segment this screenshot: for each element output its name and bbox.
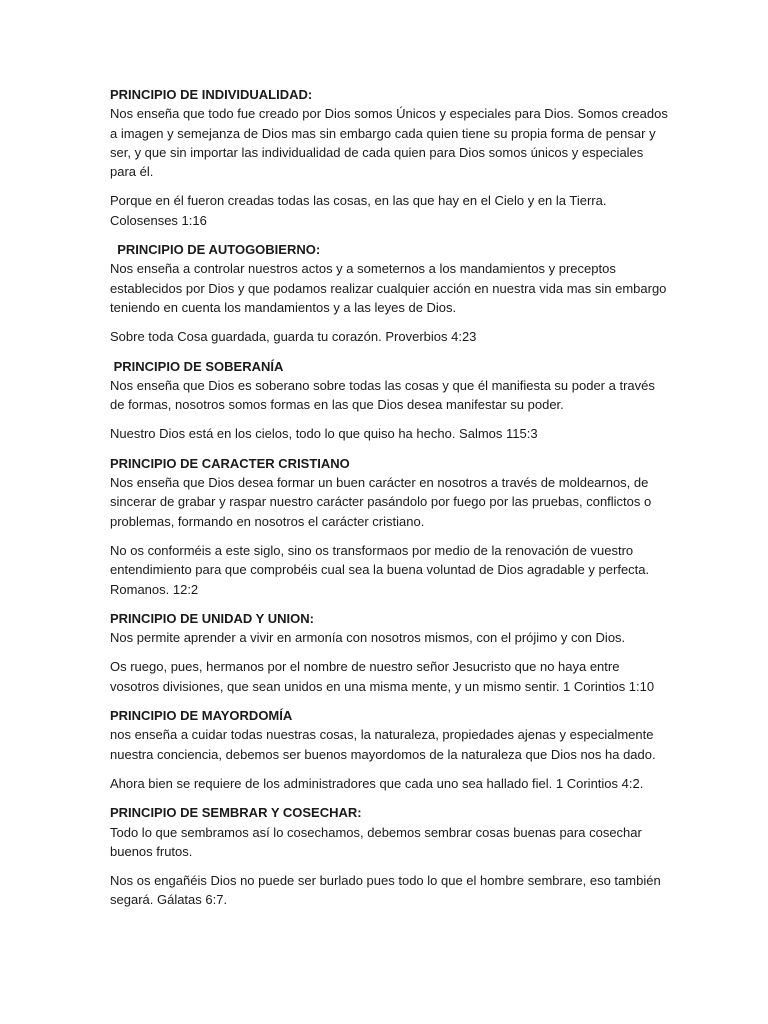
- section-body: Nos enseña que Dios desea formar un buen carácter en nosotros a través de moldearnos, de sincerar de grabar y raspar nuestro carácter pasándolo por fuego por las pruebas, conflictos o problemas, formando en nosotros el carácter cristiano.: [110, 475, 652, 529]
- section-heading: PRINCIPIO DE CARACTER CRISTIANO: [110, 455, 350, 471]
- bible-verse: Nos os engañéis Dios no puede ser burlado pues todo lo que el hombre sembrare, eso también segará. Gálatas 6:7.: [110, 873, 661, 908]
- section-heading: PRINCIPIO DE INDIVIDUALIDAD:: [110, 87, 313, 102]
- bible-verse: Os ruego, pues, hermanos por el nombre de nuestro señor Jesucristo que no haya entre vosotros divisiones, que sean unidos en una misma mente, y un mismo sentir. 1 Corintios 1:10: [110, 659, 655, 694]
- bible-verse: No os conforméis a este siglo, sino os transformaos por medio de la renovación de vuestro entendimiento para que comprobéis cual sea la buena voluntad de Dios agradable y perfecta. Romanos. 12:2: [110, 542, 650, 597]
- section-heading: PRINCIPIO DE MAYORDOMÍA: [110, 708, 293, 724]
- section-body: Nos enseña que todo fue creado por Dios somos Únicos y especiales para Dios. Somos creados a imagen y semejanza de Dios mas sin embargo cada quien tiene su propia forma de pensar y ser, y que sin importar las individualidad de cada quien para Dios somos únicos y especiales para él.: [110, 106, 668, 180]
- section-body: Nos permite aprender a vivir en armonía con nosotros mismos, con el prójimo y con Dios.: [110, 630, 626, 646]
- section-body: nos enseña a cuidar todas nuestras cosas, la naturaleza, propiedades ajenas y especialmente nuestra conciencia, debemos ser buenos mayordomos de la naturaleza que Dios nos ha dado.: [110, 727, 656, 762]
- section-body: Nos enseña a controlar nuestros actos y a someternos a los mandamientos y preceptos establecidos por Dios y que podamos realizar cualquier acción en nuestra vida mas sin embargo teniendo en cuenta los mandamientos y a las leyes de Dios.: [110, 261, 667, 315]
- section-body: Nos enseña que Dios es soberano sobre todas las cosas y que él manifiesta su poder a través de formas, nosotros somos formas en las que Dios desea manifestar su poder.: [110, 377, 655, 413]
- section-heading: PRINCIPIO DE SOBERANÍA: [110, 358, 284, 374]
- section-unidad-union: [110, 609, 670, 648]
- bible-verse: Nuestro Dios está en los cielos, todo lo que quiso ha hecho. Salmos 115:3: [110, 426, 538, 442]
- section-sembrar-cosechar: [110, 803, 670, 861]
- section-soberania: [110, 357, 670, 415]
- section-heading: PRINCIPIO DE AUTOGOBIERNO:: [110, 242, 321, 258]
- section-autogobierno: [110, 240, 670, 317]
- section-individualidad: [110, 85, 670, 181]
- section-caracter-cristiano: [110, 454, 670, 531]
- bible-verse: Porque en él fueron creadas todas las cosas, en las que hay en el Cielo y en la Tierra. Colosenses 1:16: [110, 193, 607, 228]
- section-heading: PRINCIPIO DE UNIDAD Y UNION:: [110, 610, 314, 626]
- bible-verse: Ahora bien se requiere de los administradores que cada uno sea hallado fiel. 1 Corintios 4:2.: [110, 775, 644, 791]
- section-mayordomia: [110, 706, 670, 764]
- section-body: Todo lo que sembramos así lo cosechamos, debemos sembrar cosas buenas para cosechar buenos frutos.: [110, 824, 642, 859]
- bible-verse: Sobre toda Cosa guardada, guarda tu corazón. Proverbios 4:23: [110, 329, 477, 345]
- document-page: [110, 85, 670, 920]
- section-heading: PRINCIPIO DE SEMBRAR Y COSECHAR:: [110, 805, 362, 821]
